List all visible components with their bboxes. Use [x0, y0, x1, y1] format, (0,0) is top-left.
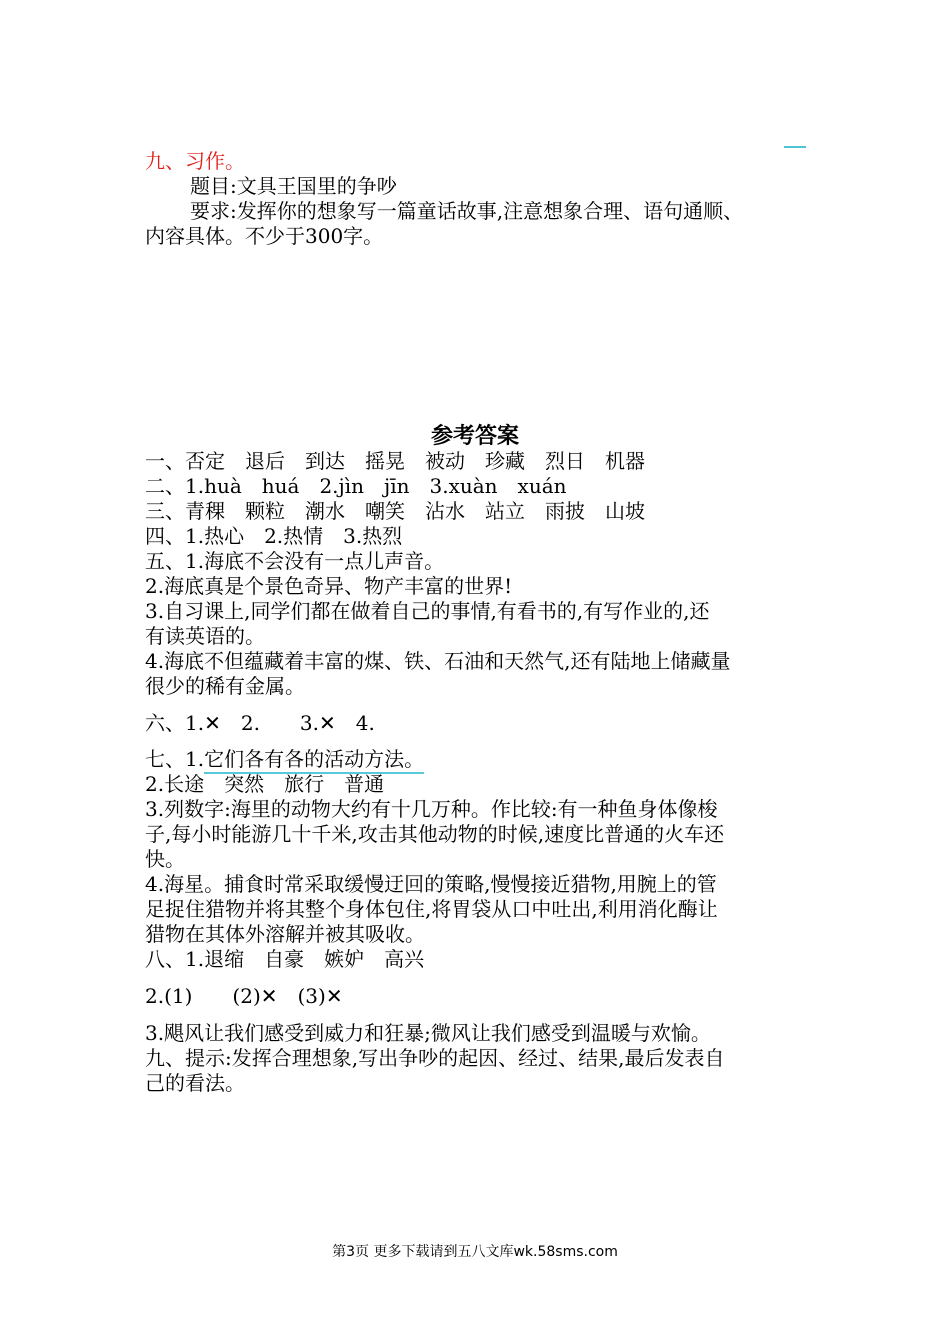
answers-title: 参考答案: [430, 423, 519, 449]
answer-line: 六、1.✕ 2. 3.✕ 4.: [145, 711, 375, 735]
answer-line: 二、1.huà huá 2.jìn jīn 3.xuàn xuán: [145, 474, 567, 498]
answer-line: 很少的稀有金属。: [145, 674, 305, 698]
answer-line: 八、1.退缩 自豪 嫉妒 高兴: [145, 947, 425, 971]
answer-line: 子,每小时能游几十千米,攻击其他动物的时候,速度比普通的火车还: [145, 822, 725, 846]
answer-line: 4.海底不但蕴藏着丰富的煤、铁、石油和天然气,还有陆地上储藏量: [145, 649, 731, 673]
section9-req-1: 要求:发挥你的想象写一篇童话故事,注意想象合理、语句通顺、: [190, 199, 744, 223]
answer-line: 3.列数字:海里的动物大约有十几万种。作比较:有一种鱼身体像梭: [145, 797, 718, 821]
answer-line: 三、青稞 颗粒 潮水 嘲笑 沾水 站立 雨披 山坡: [145, 499, 645, 523]
section9-req-2: 内容具体。不少于300字。: [145, 224, 384, 248]
answer-line: 九、提示:发挥合理想象,写出争吵的起因、经过、结果,最后发表自: [145, 1046, 725, 1070]
page-footer: 第3页 更多下载请到五八文库wk.58sms.com: [332, 1244, 618, 1260]
section9-topic: 题目:文具王国里的争吵: [190, 174, 397, 198]
top-right-mark: [784, 146, 806, 148]
answer-line: 4.海星。捕食时常采取缓慢迂回的策略,慢慢接近猎物,用腕上的管: [145, 872, 717, 896]
answer-line-7-1-prefix: 七、1.: [145, 747, 205, 771]
answer-line: 快。: [145, 847, 185, 871]
answer-line: 3.自习课上,同学们都在做着自己的事情,有看书的,有写作业的,还: [145, 599, 710, 623]
answer-line: 足捉住猎物并将其整个身体包住,将胃袋从口中吐出,利用消化酶让: [145, 897, 718, 921]
answer-line: 2.长途 突然 旅行 普通: [145, 772, 385, 796]
answer-line: 一、否定 退后 到达 摇晃 被动 珍藏 烈日 机器: [145, 449, 645, 473]
answer-line: 3.飓风让我们感受到威力和狂暴;微风让我们感受到温暖与欢愉。: [145, 1021, 711, 1045]
section9-heading: 九、习作。: [145, 149, 245, 173]
answer-line: 2.(1) (2)✕ (3)✕: [145, 984, 343, 1008]
answer-line: 四、1.热心 2.热情 3.热烈: [145, 524, 403, 548]
answer-line: 猎物在其体外溶解并被其吸收。: [145, 922, 425, 946]
answer-line: 有读英语的。: [145, 624, 265, 648]
answer-line-7-1: [145, 747, 424, 772]
answer-line: 己的看法。: [145, 1071, 245, 1095]
answer-line: 五、1.海底不会没有一点儿声音。: [145, 549, 445, 573]
answer-line-7-1-underlined: 它们各有各的活动方法。: [204, 747, 424, 774]
answer-line: 2.海底真是个景色奇异、物产丰富的世界!: [145, 574, 513, 598]
